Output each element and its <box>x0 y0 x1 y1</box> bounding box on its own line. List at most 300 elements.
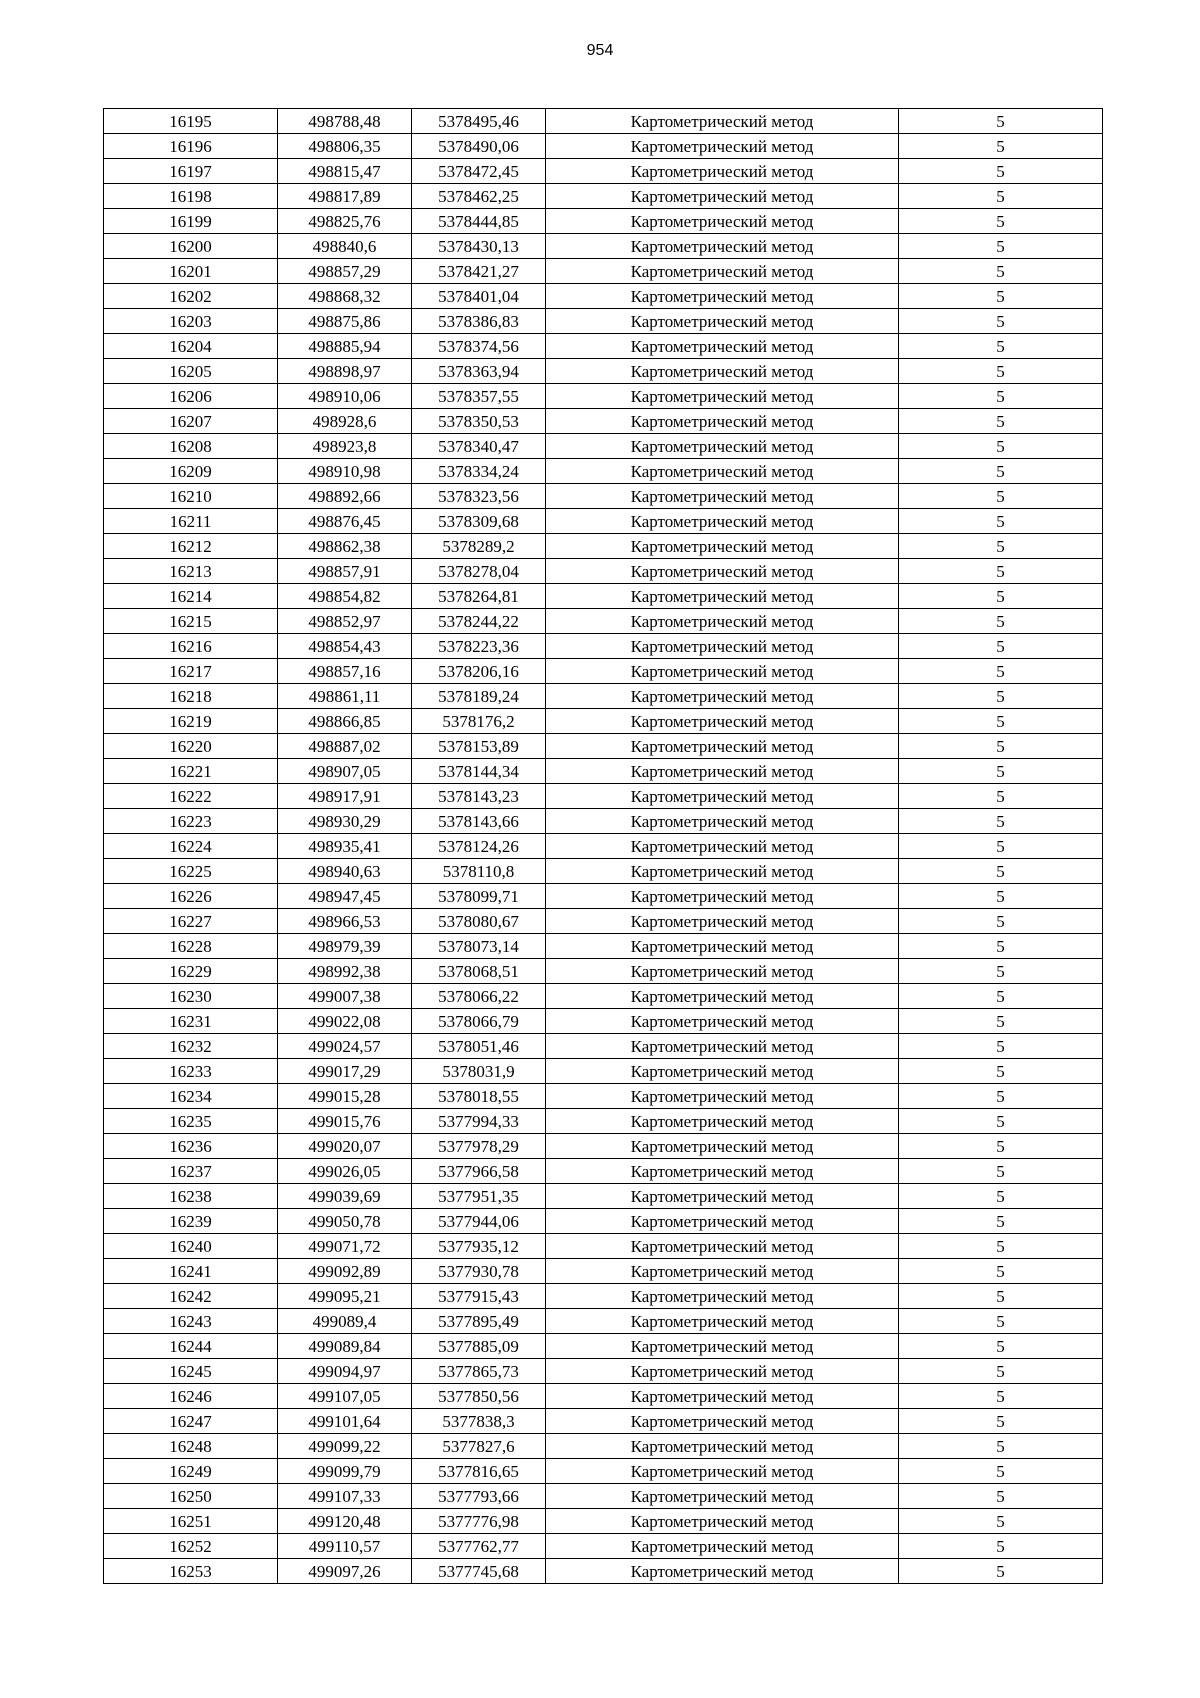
table-row <box>104 1159 1103 1184</box>
x-coordinate-cell: 499089,84 <box>278 1334 412 1359</box>
y-coordinate-cell: 5377762,77 <box>412 1534 546 1559</box>
point-number-cell: 16248 <box>104 1434 278 1459</box>
method-cell: Картометрический метод <box>546 1059 899 1084</box>
table-row <box>104 634 1103 659</box>
accuracy-cell: 5 <box>899 609 1103 634</box>
y-coordinate-cell: 5378340,47 <box>412 434 546 459</box>
x-coordinate-cell: 498992,38 <box>278 959 412 984</box>
x-coordinate-cell: 498857,29 <box>278 259 412 284</box>
y-coordinate-cell: 5378143,23 <box>412 784 546 809</box>
y-coordinate-cell: 5378323,56 <box>412 484 546 509</box>
table-row <box>104 134 1103 159</box>
accuracy-cell: 5 <box>899 534 1103 559</box>
accuracy-cell: 5 <box>899 509 1103 534</box>
accuracy-cell: 5 <box>899 1284 1103 1309</box>
method-cell: Картометрический метод <box>546 559 899 584</box>
y-coordinate-cell: 5377776,98 <box>412 1509 546 1534</box>
point-number-cell: 16247 <box>104 1409 278 1434</box>
method-cell: Картометрический метод <box>546 859 899 884</box>
table-row <box>104 1034 1103 1059</box>
accuracy-cell: 5 <box>899 1559 1103 1584</box>
y-coordinate-cell: 5378099,71 <box>412 884 546 909</box>
accuracy-cell: 5 <box>899 884 1103 909</box>
table-row <box>104 1334 1103 1359</box>
accuracy-cell: 5 <box>899 259 1103 284</box>
method-cell: Картометрический метод <box>546 1184 899 1209</box>
method-cell: Картометрический метод <box>546 1259 899 1284</box>
x-coordinate-cell: 498887,02 <box>278 734 412 759</box>
method-cell: Картометрический метод <box>546 1459 899 1484</box>
x-coordinate-cell: 498940,63 <box>278 859 412 884</box>
accuracy-cell: 5 <box>899 1409 1103 1434</box>
y-coordinate-cell: 5378080,67 <box>412 909 546 934</box>
table-row <box>104 384 1103 409</box>
x-coordinate-cell: 499026,05 <box>278 1159 412 1184</box>
x-coordinate-cell: 498928,6 <box>278 409 412 434</box>
coordinates-table <box>103 108 1103 1584</box>
accuracy-cell: 5 <box>899 809 1103 834</box>
point-number-cell: 16215 <box>104 609 278 634</box>
x-coordinate-cell: 498907,05 <box>278 759 412 784</box>
accuracy-cell: 5 <box>899 434 1103 459</box>
point-number-cell: 16205 <box>104 359 278 384</box>
x-coordinate-cell: 498979,39 <box>278 934 412 959</box>
point-number-cell: 16208 <box>104 434 278 459</box>
point-number-cell: 16236 <box>104 1134 278 1159</box>
accuracy-cell: 5 <box>899 634 1103 659</box>
point-number-cell: 16252 <box>104 1534 278 1559</box>
method-cell: Картометрический метод <box>546 334 899 359</box>
x-coordinate-cell: 498868,32 <box>278 284 412 309</box>
table-row <box>104 909 1103 934</box>
x-coordinate-cell: 498852,97 <box>278 609 412 634</box>
method-cell: Картометрический метод <box>546 584 899 609</box>
x-coordinate-cell: 498806,35 <box>278 134 412 159</box>
y-coordinate-cell: 5378244,22 <box>412 609 546 634</box>
accuracy-cell: 5 <box>899 1159 1103 1184</box>
y-coordinate-cell: 5378206,16 <box>412 659 546 684</box>
x-coordinate-cell: 498817,89 <box>278 184 412 209</box>
method-cell: Картометрический метод <box>546 1434 899 1459</box>
y-coordinate-cell: 5378018,55 <box>412 1084 546 1109</box>
coordinates-table-body <box>104 109 1103 1584</box>
table-row <box>104 559 1103 584</box>
y-coordinate-cell: 5378066,79 <box>412 1009 546 1034</box>
point-number-cell: 16214 <box>104 584 278 609</box>
accuracy-cell: 5 <box>899 384 1103 409</box>
point-number-cell: 16244 <box>104 1334 278 1359</box>
point-number-cell: 16235 <box>104 1109 278 1134</box>
accuracy-cell: 5 <box>899 1384 1103 1409</box>
point-number-cell: 16246 <box>104 1384 278 1409</box>
x-coordinate-cell: 498885,94 <box>278 334 412 359</box>
x-coordinate-cell: 499024,57 <box>278 1034 412 1059</box>
y-coordinate-cell: 5378490,06 <box>412 134 546 159</box>
accuracy-cell: 5 <box>899 1059 1103 1084</box>
point-number-cell: 16222 <box>104 784 278 809</box>
point-number-cell: 16226 <box>104 884 278 909</box>
y-coordinate-cell: 5378189,24 <box>412 684 546 709</box>
accuracy-cell: 5 <box>899 709 1103 734</box>
method-cell: Картометрический метод <box>546 1509 899 1534</box>
x-coordinate-cell: 498854,43 <box>278 634 412 659</box>
y-coordinate-cell: 5377827,6 <box>412 1434 546 1459</box>
point-number-cell: 16249 <box>104 1459 278 1484</box>
table-row <box>104 1259 1103 1284</box>
y-coordinate-cell: 5378334,24 <box>412 459 546 484</box>
y-coordinate-cell: 5378176,2 <box>412 709 546 734</box>
method-cell: Картометрический метод <box>546 1484 899 1509</box>
table-row <box>104 1359 1103 1384</box>
x-coordinate-cell: 499094,97 <box>278 1359 412 1384</box>
y-coordinate-cell: 5377994,33 <box>412 1109 546 1134</box>
y-coordinate-cell: 5378309,68 <box>412 509 546 534</box>
y-coordinate-cell: 5378363,94 <box>412 359 546 384</box>
point-number-cell: 16203 <box>104 309 278 334</box>
point-number-cell: 16227 <box>104 909 278 934</box>
accuracy-cell: 5 <box>899 834 1103 859</box>
table-row <box>104 734 1103 759</box>
accuracy-cell: 5 <box>899 659 1103 684</box>
x-coordinate-cell: 499107,05 <box>278 1384 412 1409</box>
method-cell: Картометрический метод <box>546 184 899 209</box>
x-coordinate-cell: 498930,29 <box>278 809 412 834</box>
point-number-cell: 16200 <box>104 234 278 259</box>
accuracy-cell: 5 <box>899 1434 1103 1459</box>
x-coordinate-cell: 499017,29 <box>278 1059 412 1084</box>
x-coordinate-cell: 499101,64 <box>278 1409 412 1434</box>
y-coordinate-cell: 5377935,12 <box>412 1234 546 1259</box>
y-coordinate-cell: 5378462,25 <box>412 184 546 209</box>
x-coordinate-cell: 498862,38 <box>278 534 412 559</box>
point-number-cell: 16204 <box>104 334 278 359</box>
accuracy-cell: 5 <box>899 559 1103 584</box>
point-number-cell: 16224 <box>104 834 278 859</box>
point-number-cell: 16238 <box>104 1184 278 1209</box>
y-coordinate-cell: 5378472,45 <box>412 159 546 184</box>
x-coordinate-cell: 499097,26 <box>278 1559 412 1584</box>
accuracy-cell: 5 <box>899 1109 1103 1134</box>
accuracy-cell: 5 <box>899 309 1103 334</box>
point-number-cell: 16210 <box>104 484 278 509</box>
point-number-cell: 16212 <box>104 534 278 559</box>
y-coordinate-cell: 5378278,04 <box>412 559 546 584</box>
y-coordinate-cell: 5378051,46 <box>412 1034 546 1059</box>
x-coordinate-cell: 498857,91 <box>278 559 412 584</box>
table-row <box>104 259 1103 284</box>
accuracy-cell: 5 <box>899 1234 1103 1259</box>
method-cell: Картометрический метод <box>546 1534 899 1559</box>
method-cell: Картометрический метод <box>546 1284 899 1309</box>
y-coordinate-cell: 5377865,73 <box>412 1359 546 1384</box>
x-coordinate-cell: 498788,48 <box>278 109 412 134</box>
point-number-cell: 16207 <box>104 409 278 434</box>
method-cell: Картометрический метод <box>546 1109 899 1134</box>
method-cell: Картометрический метод <box>546 634 899 659</box>
y-coordinate-cell: 5378430,13 <box>412 234 546 259</box>
y-coordinate-cell: 5378073,14 <box>412 934 546 959</box>
method-cell: Картометрический метод <box>546 809 899 834</box>
x-coordinate-cell: 499039,69 <box>278 1184 412 1209</box>
method-cell: Картометрический метод <box>546 1034 899 1059</box>
y-coordinate-cell: 5377816,65 <box>412 1459 546 1484</box>
accuracy-cell: 5 <box>899 959 1103 984</box>
method-cell: Картометрический метод <box>546 509 899 534</box>
point-number-cell: 16221 <box>104 759 278 784</box>
x-coordinate-cell: 499015,76 <box>278 1109 412 1134</box>
accuracy-cell: 5 <box>899 1209 1103 1234</box>
method-cell: Картометрический метод <box>546 834 899 859</box>
table-row <box>104 784 1103 809</box>
accuracy-cell: 5 <box>899 359 1103 384</box>
table-row <box>104 1309 1103 1334</box>
table-row <box>104 109 1103 134</box>
table-row <box>104 234 1103 259</box>
y-coordinate-cell: 5377930,78 <box>412 1259 546 1284</box>
accuracy-cell: 5 <box>899 1259 1103 1284</box>
table-row <box>104 184 1103 209</box>
x-coordinate-cell: 499095,21 <box>278 1284 412 1309</box>
method-cell: Картометрический метод <box>546 134 899 159</box>
method-cell: Картометрический метод <box>546 234 899 259</box>
point-number-cell: 16245 <box>104 1359 278 1384</box>
y-coordinate-cell: 5377838,3 <box>412 1409 546 1434</box>
table-row <box>104 309 1103 334</box>
point-number-cell: 16230 <box>104 984 278 1009</box>
x-coordinate-cell: 499071,72 <box>278 1234 412 1259</box>
accuracy-cell: 5 <box>899 859 1103 884</box>
y-coordinate-cell: 5378068,51 <box>412 959 546 984</box>
accuracy-cell: 5 <box>899 409 1103 434</box>
method-cell: Картометрический метод <box>546 209 899 234</box>
point-number-cell: 16218 <box>104 684 278 709</box>
point-number-cell: 16220 <box>104 734 278 759</box>
accuracy-cell: 5 <box>899 1359 1103 1384</box>
x-coordinate-cell: 498923,8 <box>278 434 412 459</box>
table-row <box>104 1384 1103 1409</box>
y-coordinate-cell: 5377915,43 <box>412 1284 546 1309</box>
table-row <box>104 1059 1103 1084</box>
y-coordinate-cell: 5378386,83 <box>412 309 546 334</box>
method-cell: Картометрический метод <box>546 1359 899 1384</box>
point-number-cell: 16206 <box>104 384 278 409</box>
table-row <box>104 659 1103 684</box>
accuracy-cell: 5 <box>899 909 1103 934</box>
method-cell: Картометрический метод <box>546 1409 899 1434</box>
x-coordinate-cell: 498892,66 <box>278 484 412 509</box>
page-number: 954 <box>586 42 614 59</box>
method-cell: Картометрический метод <box>546 484 899 509</box>
y-coordinate-cell: 5377978,29 <box>412 1134 546 1159</box>
table-row <box>104 1409 1103 1434</box>
table-row <box>104 459 1103 484</box>
table-row <box>104 484 1103 509</box>
x-coordinate-cell: 498910,98 <box>278 459 412 484</box>
point-number-cell: 16253 <box>104 1559 278 1584</box>
table-row <box>104 1534 1103 1559</box>
x-coordinate-cell: 499050,78 <box>278 1209 412 1234</box>
y-coordinate-cell: 5377745,68 <box>412 1559 546 1584</box>
y-coordinate-cell: 5377944,06 <box>412 1209 546 1234</box>
table-row <box>104 334 1103 359</box>
accuracy-cell: 5 <box>899 134 1103 159</box>
point-number-cell: 16231 <box>104 1009 278 1034</box>
point-number-cell: 16233 <box>104 1059 278 1084</box>
method-cell: Картометрический метод <box>546 1009 899 1034</box>
x-coordinate-cell: 499099,22 <box>278 1434 412 1459</box>
point-number-cell: 16199 <box>104 209 278 234</box>
method-cell: Картометрический метод <box>546 1209 899 1234</box>
table-row <box>104 159 1103 184</box>
table-row <box>104 1284 1103 1309</box>
accuracy-cell: 5 <box>899 284 1103 309</box>
table-row <box>104 1559 1103 1584</box>
method-cell: Картометрический метод <box>546 1084 899 1109</box>
x-coordinate-cell: 498917,91 <box>278 784 412 809</box>
method-cell: Картометрический метод <box>546 259 899 284</box>
table-row <box>104 1084 1103 1109</box>
accuracy-cell: 5 <box>899 109 1103 134</box>
x-coordinate-cell: 498866,85 <box>278 709 412 734</box>
method-cell: Картометрический метод <box>546 1159 899 1184</box>
method-cell: Картометрический метод <box>546 309 899 334</box>
accuracy-cell: 5 <box>899 1534 1103 1559</box>
x-coordinate-cell: 498910,06 <box>278 384 412 409</box>
point-number-cell: 16243 <box>104 1309 278 1334</box>
y-coordinate-cell: 5378264,81 <box>412 584 546 609</box>
point-number-cell: 16216 <box>104 634 278 659</box>
method-cell: Картометрический метод <box>546 359 899 384</box>
x-coordinate-cell: 499022,08 <box>278 1009 412 1034</box>
accuracy-cell: 5 <box>899 584 1103 609</box>
point-number-cell: 16223 <box>104 809 278 834</box>
x-coordinate-cell: 498947,45 <box>278 884 412 909</box>
accuracy-cell: 5 <box>899 1484 1103 1509</box>
table-row <box>104 834 1103 859</box>
accuracy-cell: 5 <box>899 784 1103 809</box>
x-coordinate-cell: 499007,38 <box>278 984 412 1009</box>
accuracy-cell: 5 <box>899 1134 1103 1159</box>
method-cell: Картометрический метод <box>546 909 899 934</box>
accuracy-cell: 5 <box>899 759 1103 784</box>
x-coordinate-cell: 498840,6 <box>278 234 412 259</box>
table-row <box>104 1209 1103 1234</box>
y-coordinate-cell: 5378110,8 <box>412 859 546 884</box>
accuracy-cell: 5 <box>899 209 1103 234</box>
y-coordinate-cell: 5377885,09 <box>412 1334 546 1359</box>
table-row <box>104 1434 1103 1459</box>
x-coordinate-cell: 499099,79 <box>278 1459 412 1484</box>
table-row <box>104 984 1103 1009</box>
table-row <box>104 1009 1103 1034</box>
point-number-cell: 16241 <box>104 1259 278 1284</box>
accuracy-cell: 5 <box>899 984 1103 1009</box>
accuracy-cell: 5 <box>899 159 1103 184</box>
table-row <box>104 884 1103 909</box>
method-cell: Картометрический метод <box>546 434 899 459</box>
y-coordinate-cell: 5378143,66 <box>412 809 546 834</box>
point-number-cell: 16195 <box>104 109 278 134</box>
method-cell: Картометрический метод <box>546 784 899 809</box>
point-number-cell: 16201 <box>104 259 278 284</box>
y-coordinate-cell: 5377895,49 <box>412 1309 546 1334</box>
table-row <box>104 434 1103 459</box>
y-coordinate-cell: 5378289,2 <box>412 534 546 559</box>
accuracy-cell: 5 <box>899 1009 1103 1034</box>
point-number-cell: 16219 <box>104 709 278 734</box>
point-number-cell: 16240 <box>104 1234 278 1259</box>
point-number-cell: 16251 <box>104 1509 278 1534</box>
x-coordinate-cell: 499120,48 <box>278 1509 412 1534</box>
method-cell: Картометрический метод <box>546 934 899 959</box>
method-cell: Картометрический метод <box>546 1234 899 1259</box>
accuracy-cell: 5 <box>899 484 1103 509</box>
method-cell: Картометрический метод <box>546 409 899 434</box>
method-cell: Картометрический метод <box>546 759 899 784</box>
x-coordinate-cell: 499089,4 <box>278 1309 412 1334</box>
table-row <box>104 759 1103 784</box>
x-coordinate-cell: 498825,76 <box>278 209 412 234</box>
x-coordinate-cell: 499110,57 <box>278 1534 412 1559</box>
x-coordinate-cell: 499015,28 <box>278 1084 412 1109</box>
table-row <box>104 684 1103 709</box>
y-coordinate-cell: 5378066,22 <box>412 984 546 1009</box>
accuracy-cell: 5 <box>899 1459 1103 1484</box>
y-coordinate-cell: 5377966,58 <box>412 1159 546 1184</box>
y-coordinate-cell: 5378031,9 <box>412 1059 546 1084</box>
y-coordinate-cell: 5377951,35 <box>412 1184 546 1209</box>
table-row <box>104 509 1103 534</box>
table-row <box>104 1184 1103 1209</box>
x-coordinate-cell: 498854,82 <box>278 584 412 609</box>
table-row <box>104 934 1103 959</box>
table-row <box>104 209 1103 234</box>
table-row <box>104 1459 1103 1484</box>
y-coordinate-cell: 5378124,26 <box>412 834 546 859</box>
accuracy-cell: 5 <box>899 934 1103 959</box>
accuracy-cell: 5 <box>899 684 1103 709</box>
y-coordinate-cell: 5378401,04 <box>412 284 546 309</box>
method-cell: Картометрический метод <box>546 959 899 984</box>
point-number-cell: 16239 <box>104 1209 278 1234</box>
point-number-cell: 16198 <box>104 184 278 209</box>
table-row <box>104 859 1103 884</box>
x-coordinate-cell: 499092,89 <box>278 1259 412 1284</box>
accuracy-cell: 5 <box>899 734 1103 759</box>
point-number-cell: 16217 <box>104 659 278 684</box>
x-coordinate-cell: 499107,33 <box>278 1484 412 1509</box>
y-coordinate-cell: 5377793,66 <box>412 1484 546 1509</box>
x-coordinate-cell: 498857,16 <box>278 659 412 684</box>
point-number-cell: 16229 <box>104 959 278 984</box>
table-row <box>104 1234 1103 1259</box>
table-row <box>104 409 1103 434</box>
point-number-cell: 16213 <box>104 559 278 584</box>
method-cell: Картометрический метод <box>546 609 899 634</box>
accuracy-cell: 5 <box>899 1084 1103 1109</box>
point-number-cell: 16228 <box>104 934 278 959</box>
point-number-cell: 16202 <box>104 284 278 309</box>
accuracy-cell: 5 <box>899 459 1103 484</box>
method-cell: Картометрический метод <box>546 384 899 409</box>
accuracy-cell: 5 <box>899 334 1103 359</box>
point-number-cell: 16242 <box>104 1284 278 1309</box>
table-row <box>104 284 1103 309</box>
point-number-cell: 16237 <box>104 1159 278 1184</box>
y-coordinate-cell: 5378144,34 <box>412 759 546 784</box>
accuracy-cell: 5 <box>899 1034 1103 1059</box>
accuracy-cell: 5 <box>899 1309 1103 1334</box>
